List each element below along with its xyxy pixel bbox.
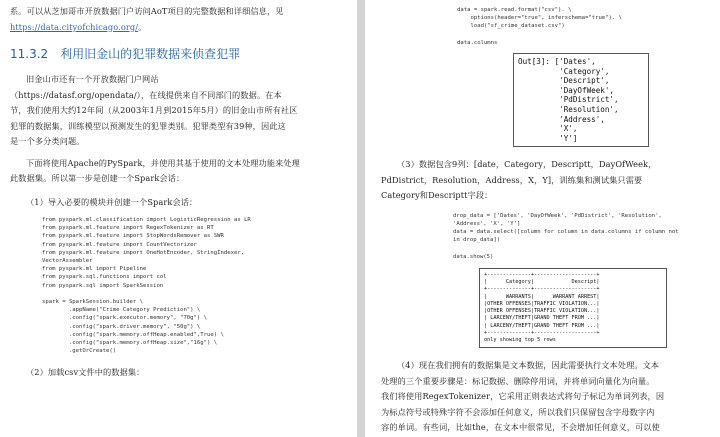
output-line: 'DayOfWeek', (518, 85, 615, 95)
step-1-text: （1）导入必要的模块并创建一个Spark会话： (26, 196, 198, 207)
table-line: +--------------+--------------------+ (484, 329, 600, 336)
code-line (42, 290, 347, 298)
intro-line: 系。可以从芝加哥市开放数据门户访问AoT项目的完整数据和详细信息，见 (10, 6, 284, 16)
section-number: 11.3.2 (10, 47, 49, 61)
code-line: .getOrCreate() (42, 348, 117, 355)
table-line: +--------------+--------------------+ (484, 286, 600, 293)
paragraph-sf-portal: 旧金山市还有一个开放数据门户网站 （https://datasf.org/opendata/），在线提供来自不同部门的数据。在本 节，我们使用大约12年间（从2003年1月到2015年5月）的旧金山市所有社区 犯罪的数据集，训练模型以预测发生的犯罪类别。犯罪类型有39种，因此这 是一个多分类问题。 (10, 74, 298, 146)
code-block-load-csv (457, 6, 712, 47)
table-line: |OTHER OFFENSES|TRAFFIC VIOLATION...| (484, 300, 600, 307)
right-page (365, 0, 720, 437)
output-line: 'Resolution', (518, 104, 619, 114)
code-line: data = data.select([column for column in data.columns if column not (453, 229, 679, 236)
code-line: data = spark.read.format("csv"). \ (457, 7, 572, 13)
table-line: |OTHER OFFENSES|TRAFFIC VIOLATION...| (484, 308, 600, 315)
code-line: VectorAssembler (42, 258, 93, 265)
code-block-imports (42, 216, 347, 355)
code-line: .config("spark.memory.offHeap.enabled",True) \ (42, 331, 224, 338)
output-line: 'Descript', (518, 76, 610, 86)
code-line: data.columns (457, 39, 498, 46)
code-line: from pyspark.ml.feature import RegexTokenizer as RT (42, 225, 214, 232)
table-line: | LARCENY/THEFT|GRAND THEFT FROM ...| (484, 322, 600, 329)
table-line: | WARRANTS| WARRANT ARREST| (484, 293, 600, 300)
code-line: .appName("Crime Category Prediction") \ (42, 307, 201, 314)
code-line: 'Address', 'X', 'Y'] (453, 221, 521, 228)
left-page (0, 0, 357, 437)
code-line: in drop_data]) (453, 237, 501, 244)
code-line: drop_data = ['Dates', 'DayOfWeek', 'PdDistrict', 'Resolution', (453, 212, 662, 219)
code-line: from pyspark.ml.classification import LogisticRegression as LR (42, 217, 251, 223)
code-line: .config("spark.driver.memory", "50g") \ (42, 323, 201, 330)
code-line: from pyspark.ml.feature import StopWordsRemover as SWR (42, 233, 224, 240)
code-line: data.show(5) (453, 253, 494, 260)
output-line: Out[3]: ['Dates', (518, 57, 596, 67)
code-line: from pyspark.ml import Pipeline (42, 266, 147, 273)
table-line: | Category| Descript| (484, 279, 600, 286)
code-line (457, 31, 712, 39)
code-line: from pyspark.sql import SparkSession (42, 282, 164, 289)
code-line: from pyspark.ml.feature import OneHotEncoder, StringIndexer, (42, 249, 245, 256)
paragraph-pyspark: 下面将使用Apache的PySpark，并使用其基于使用的文本处理功能来处理 此数据集。所以第一步是创建一个Spark会话： (10, 157, 300, 183)
output-table-box (479, 268, 667, 348)
code-line: spark = SparkSession.builder \ (42, 299, 144, 306)
output-line: 'X', (518, 124, 578, 134)
code-line: .config("spark.executor.memory", "70g") \ (42, 315, 208, 322)
step-3-text: （3）数据包含9列：[date，Category，Descriptt，DayOfWeek， PdDistrict，Resolution，Address，X，Y]，训练集和测试集只需要 Category和Descriptt字段： (381, 159, 657, 201)
output-line: 'Address', (518, 114, 605, 124)
intro-link-line: https://data.cityofchicago.org/。 (10, 21, 147, 32)
output-columns-box (513, 53, 649, 147)
code-line (453, 245, 712, 253)
code-line: load("sf_crime_dataset.csv") (457, 23, 565, 30)
section-title: 利用旧金山的犯罪数据来侦查犯罪 (60, 47, 241, 61)
code-line: .config("spark.memory.offHeap.size","16g") \ (42, 340, 218, 347)
chicago-data-link[interactable]: https://data.cityofchicago.org/ (10, 21, 139, 32)
page-gutter (357, 0, 365, 437)
table-line: | LARCENY/THEFT|GRAND THEFT FROM ...| (484, 315, 600, 322)
output-line: 'PdDistrict', (518, 95, 619, 105)
code-line: from pyspark.ml.feature import CountVectorizer (42, 241, 197, 248)
section-heading (10, 45, 347, 62)
step-4-text: （4）现在我们拥有的数据集是文本数据，因此需要执行文本处理。文本 处理的三个重要步骤是：标记数据、删除停用词，并将单词向量化为向量。 我们将使用RegexTokenizer，它采用正则表达式将句子标记为单词列表，因 为标点符号或特殊字符不会添加任何意义，所以我们只保留包含字母数字内 容的单词。有些词，比如the，在文本中很常见，不会增加任何意义，可以使 (381, 360, 665, 433)
output-line: 'Y'] (518, 133, 578, 143)
table-line: only showing top 5 rows (484, 336, 556, 343)
code-line: from pyspark.sql.functions import col (42, 274, 167, 281)
code-block-drop-columns (453, 212, 712, 261)
code-line: options(header="true", inferschema="true"). \ (457, 15, 623, 22)
table-line: +--------------+--------------------+ (484, 272, 600, 279)
output-line: 'Category', (518, 66, 610, 76)
step-2-text: （2）加载csv文件中的数据集： (26, 367, 145, 378)
